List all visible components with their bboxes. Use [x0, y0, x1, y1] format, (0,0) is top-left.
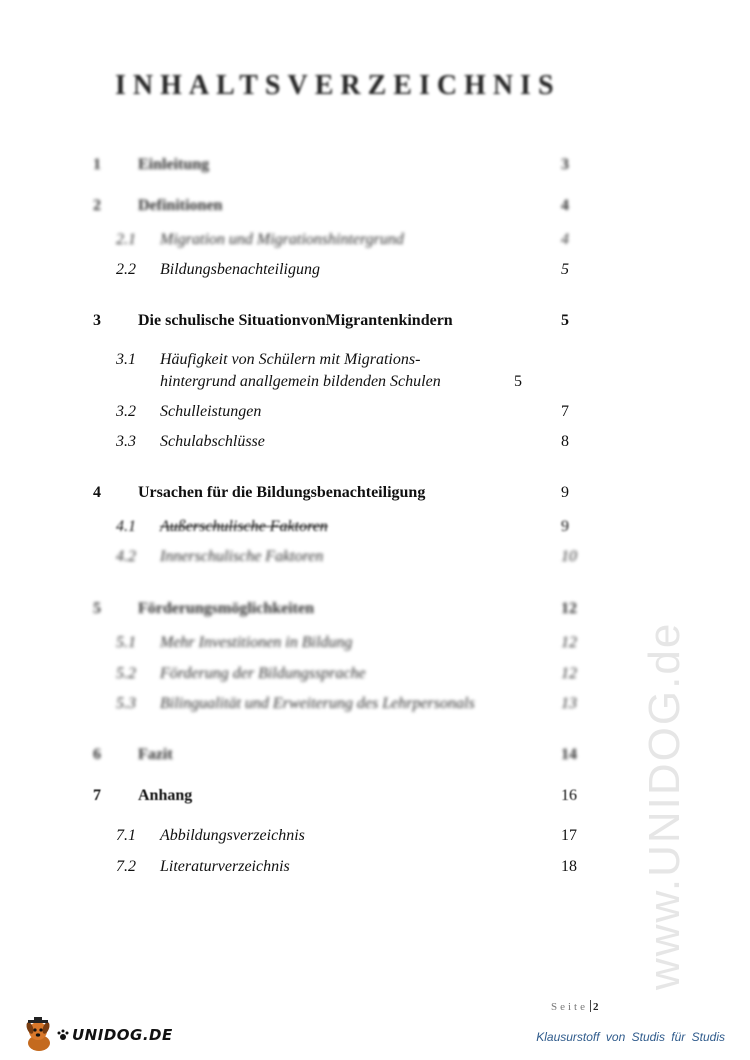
toc-number: 3	[93, 312, 101, 329]
toc-page: 14	[561, 746, 577, 763]
toc-number: 2.2	[116, 261, 136, 278]
toc-text: Anhang	[138, 787, 193, 804]
toc-page: 12	[561, 665, 577, 682]
page-number	[551, 1000, 599, 1013]
toc-page: 3	[561, 156, 569, 173]
toc-number: 2	[93, 197, 101, 214]
toc-text: Innerschulische Faktoren	[160, 548, 324, 565]
toc-text: Außerschulische Faktoren	[160, 518, 328, 535]
toc-page: 16	[561, 787, 577, 804]
dog-mascot-icon	[22, 1017, 56, 1053]
toc-number: 4.2	[116, 548, 136, 565]
toc-page: 5	[514, 373, 522, 390]
toc-number: 5.3	[116, 695, 136, 712]
toc-page: 18	[561, 858, 577, 875]
toc-text: Fazit	[138, 746, 173, 763]
toc-page: 5	[561, 261, 569, 278]
toc-page: 9	[561, 518, 569, 535]
toc-number: 3.1	[116, 351, 136, 368]
toc-text: Bildungsbenachteiligung	[160, 261, 320, 278]
toc-page: 17	[561, 827, 577, 844]
toc-number: 3.3	[116, 433, 136, 450]
toc-text-line2: hintergrund anallgemein bildenden Schulen	[160, 373, 441, 390]
toc-number: 4	[93, 484, 101, 501]
toc-text: Mehr Investitionen in Bildung	[160, 634, 353, 651]
toc-page: 9	[561, 484, 569, 501]
toc-number: 7.1	[116, 827, 136, 844]
toc-number: 5.1	[116, 634, 136, 651]
toc-number: 6	[93, 746, 101, 763]
toc-page: 7	[561, 403, 569, 420]
toc-page: 8	[561, 433, 569, 450]
toc-number: 7.2	[116, 858, 136, 875]
toc-page: 12	[561, 600, 577, 617]
watermark: www.UNIDOG.de	[640, 621, 689, 990]
toc-text: Literaturverzeichnis	[160, 858, 290, 875]
toc-text: Abbildungsverzeichnis	[160, 827, 305, 844]
paw-icon	[56, 1028, 70, 1042]
footer-slogan: Klausurstoff von Studis für Studis	[536, 1030, 725, 1044]
toc-page: 10	[561, 548, 577, 565]
toc-number: 4.1	[116, 518, 136, 535]
toc-text: Schulleistungen	[160, 403, 262, 420]
toc-page: 13	[561, 695, 577, 712]
toc-number: 1	[93, 156, 101, 173]
toc-number: 3.2	[116, 403, 136, 420]
toc-title: INHALTSVERZEICHNIS	[115, 70, 561, 101]
toc-number: 5.2	[116, 665, 136, 682]
page-label: Seite	[551, 1001, 588, 1013]
page-divider	[590, 1000, 591, 1012]
logo-text: UNIDOG.DE	[72, 1026, 173, 1044]
toc-text: Einleitung	[138, 156, 210, 173]
toc-page: 4	[561, 197, 569, 214]
toc-number: 7	[93, 787, 101, 804]
toc-text: Definitionen	[138, 197, 223, 214]
toc-number: 2.1	[116, 231, 136, 248]
toc-text: Schulabschlüsse	[160, 433, 265, 450]
toc-text: Ursachen für die Bildungsbenachteiligung	[138, 484, 426, 501]
toc-text: Migration und Migrationshintergrund	[160, 231, 404, 248]
page-number-value: 2	[593, 1001, 599, 1013]
toc-number: 5	[93, 600, 101, 617]
toc-text-line1: Häufigkeit von Schülern mit Migrations-	[160, 351, 421, 368]
toc-text: Bilingualität und Erweiterung des Lehrpersonals	[160, 695, 475, 712]
toc-text: Förderung der Bildungssprache	[160, 665, 366, 682]
unidog-logo[interactable]	[22, 1015, 173, 1055]
toc-page: 4	[561, 231, 569, 248]
toc-page: 12	[561, 634, 577, 651]
toc-page: 5	[561, 312, 569, 329]
toc-text: Die schulische SituationvonMigrantenkindern	[138, 312, 453, 329]
toc-text: Förderungsmöglichkeiten	[138, 600, 314, 617]
